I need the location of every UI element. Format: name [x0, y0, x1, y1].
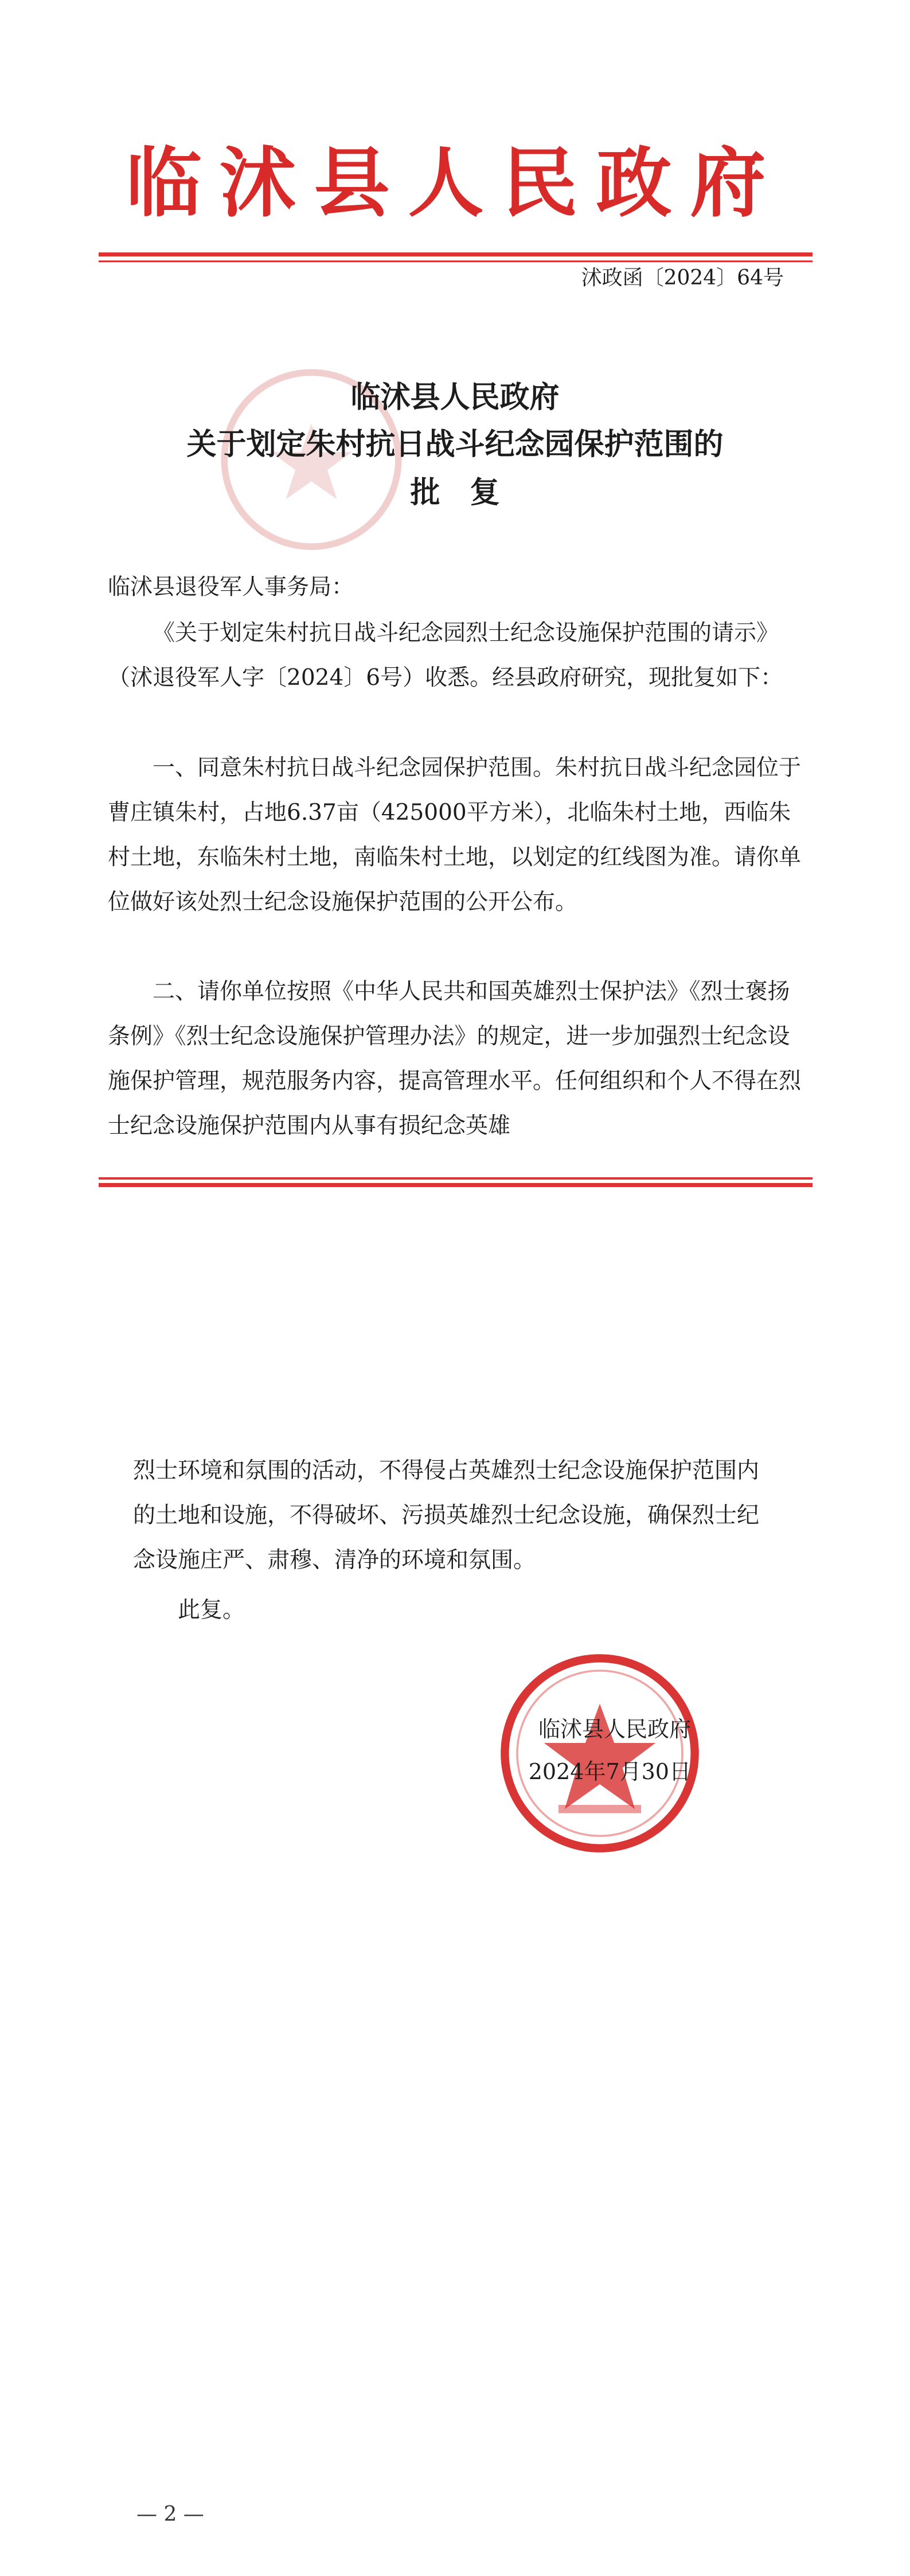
body-paragraph: 一、同意朱村抗日战斗纪念园保护范围。朱村抗日战斗纪念园位于曹庄镇朱村，占地6.37亩（425000平方米），北临朱村土地，西临朱村土地，东临朱村土地，南临朱村土地，以划定的红线图为准。请你单位做好该处烈士纪念设施保护范围的公开公布。 — [108, 755, 802, 915]
red-rule-thick — [99, 1183, 813, 1187]
document-header-issuer: 临沭县人民政府 — [126, 139, 784, 228]
document-title-line2: 关于划定朱村抗日战斗纪念园保护范围的 — [186, 427, 724, 462]
official-seal-icon — [497, 1650, 703, 1857]
document-title-line1: 临沭县人民政府 — [350, 380, 560, 415]
document-title-line3: 批 复 — [410, 475, 500, 510]
closing-text: 此复。 — [178, 1597, 245, 1623]
red-rule-thick — [99, 252, 813, 256]
addressee: 临沭县退役军人事务局： — [108, 574, 354, 600]
document-number: 沭政函〔2024〕64号 — [581, 266, 784, 290]
body-paragraph: 二、请你单位按照《中华人民共和国英雄烈士保护法》《烈士褒扬条例》《烈士纪念设施保护管理办法》的规定，进一步加强烈士纪念设施保护管理，规范服务内容，提高管理水平。任何组织和个人不得在烈士纪念设施保护范围内从事有损纪念英雄 — [108, 979, 802, 1139]
signature-organization: 临沭县人民政府 — [538, 1717, 691, 1742]
red-rule-thin — [99, 260, 813, 262]
body-paragraph: 《关于划定朱村抗日战斗纪念园烈士纪念设施保护范围的请示》（沭退役军人字〔2024〕6号）收悉。经县政府研究，现批复如下： — [108, 620, 783, 691]
page-number: — 2 — — [136, 2503, 204, 2526]
body-paragraph-continued: 烈士环境和氛围的活动，不得侵占英雄烈士纪念设施保护范围内的土地和设施，不得破坏、污损英雄烈士纪念设施，确保烈士纪念设施庄严、肃穆、清净的环境和氛围。 — [133, 1458, 760, 1573]
red-rule-thin — [99, 1177, 813, 1180]
signature-date: 2024年7月30日 — [528, 1759, 691, 1784]
